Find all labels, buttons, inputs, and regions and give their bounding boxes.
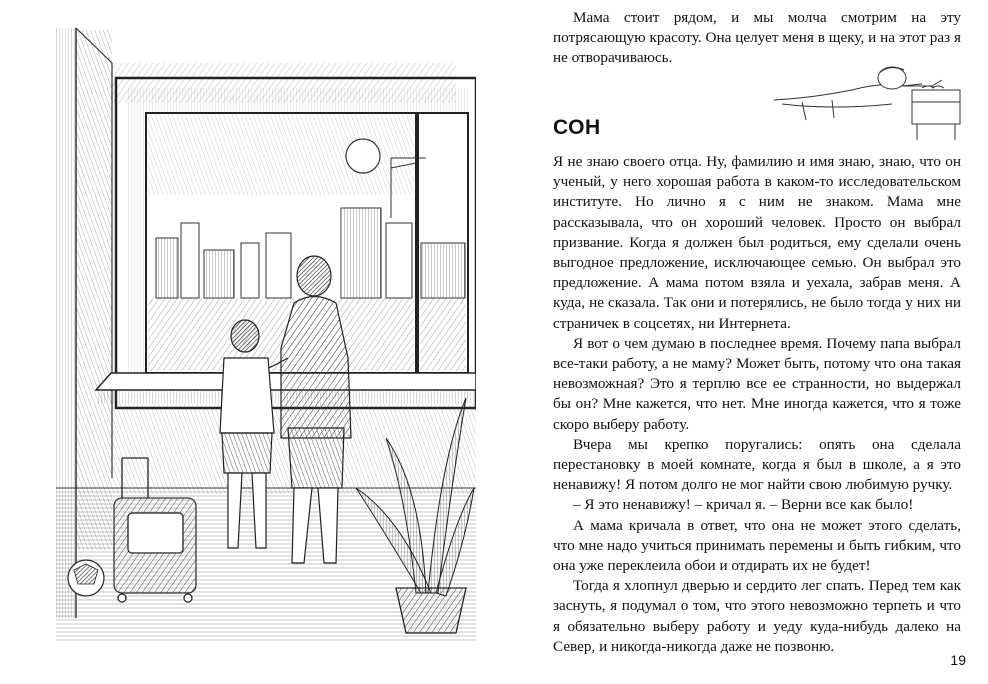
chapter-title: СОН — [553, 116, 601, 139]
body-paragraph: Я вот о чем думаю в последнее время. Почему папа выбрал все-таки работу, а не маму? Может быть, потому что она такая невозможная? Это я терплю все ее странности, но выдержал бы он? Мне кажется, что нет. Мне иногда кажется, что я тоже скоро выберу работу. — [553, 334, 961, 433]
intro-paragraph: Мама стоит рядом, и мы молча смотрим на эту потрясающую красоту. Она целует меня в щеку, и на этот раз я не отворачиваюсь. — [553, 9, 961, 67]
page-number: 19 — [950, 652, 966, 668]
body-paragraph: А мама кричала в ответ, что она не может этого сделать, что мне надо учиться принимать перемены и быть гибким, что она уже переклеила обои и отдирать их не будет! — [553, 516, 961, 575]
chapter-body — [553, 152, 961, 657]
body-paragraph: Я не знаю своего отца. Ну, фамилию и имя знаю, знаю, что он ученый, у него хорошая работа в каком-то исследовательском институте. Но лично я с ним не знаком. Мама мне рассказывала, что он хороший человек. Просто он выбрал призвание. Когда я должен был родиться, ему сделали очень выгодное предложение, исключающее семью. Он выбрал это предложение. А мама потом взяла и уехала, забрав меня. А куда, не сказала. Так они и потерялись, не было тогда у них ни страничек в соцсетях, ни Интернета. — [553, 153, 961, 332]
body-paragraph: – Я это ненавижу! – кричал я. – Верни все как было! — [573, 496, 914, 514]
body-paragraph: Вчера мы крепко поругались: опять она сделала перестановку в моей комнате, когда я был в школе, а я это ненавижу! Я потом долго не мог найти свою любимую ручку. — [553, 435, 961, 494]
body-paragraph: Тогда я хлопнул дверью и сердито лег спать. Перед тем как заснуть, я подумал о том, что этого невозможно терпеть и что я обязательно выберу работу и уеду куда-нибудь далеко на Север, и никогда-никогда даже не позвоню. — [553, 577, 961, 655]
right-page — [494, 0, 988, 684]
window-scene-illustration — [56, 18, 476, 642]
sleeping-boy-vignette — [772, 60, 972, 144]
